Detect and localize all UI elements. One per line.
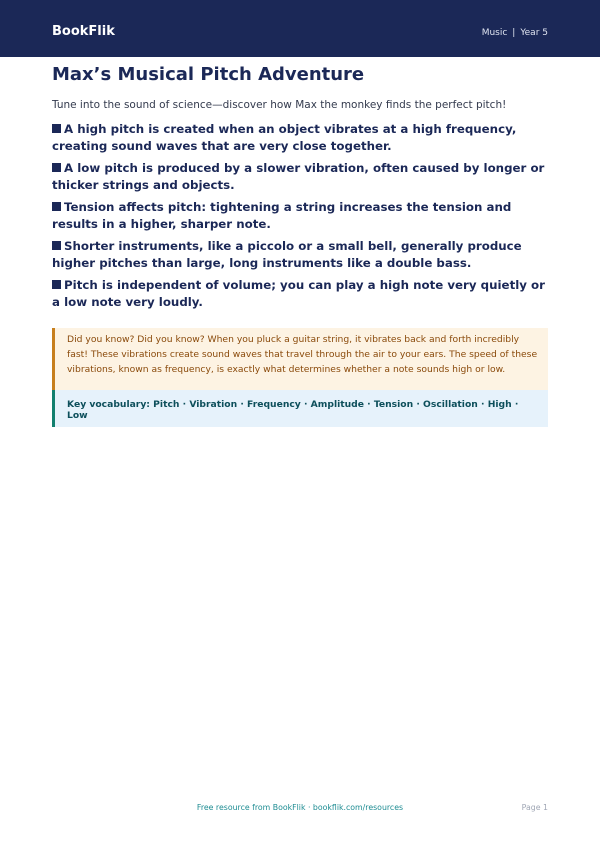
- fact-text: Tension affects pitch: tightening a string increases the tension and results in a higher, sharper note.: [52, 200, 512, 231]
- breadcrumb: [482, 28, 548, 38]
- page-title: Max’s Musical Pitch Adventure: [52, 64, 365, 85]
- square-bullet-icon: [52, 163, 61, 172]
- intro-text: Tune into the sound of science—discover how Max the monkey finds the perfect pitch!: [52, 99, 507, 111]
- square-bullet-icon: [52, 241, 61, 250]
- page-number: Page 1: [521, 803, 548, 812]
- square-bullet-icon: [52, 202, 61, 211]
- fact-text: A low pitch is produced by a slower vibration, often caused by longer or thicker strings and objects.: [52, 161, 545, 192]
- fact-item: [52, 238, 552, 272]
- breadcrumb-separator: |: [512, 28, 516, 38]
- fact-text: Shorter instruments, like a piccolo or a small bell, generally produce higher pitches than large, long instruments like a double bass.: [52, 239, 522, 270]
- year-label: Year 5: [520, 28, 548, 38]
- fact-text: Pitch is independent of volume; you can play a high note very quietly or a low note very loudly.: [52, 278, 545, 309]
- fact-item: [52, 199, 552, 233]
- fact-item: [52, 277, 552, 311]
- did-you-know-box: Did you know? Did you know? When you pluck a guitar string, it vibrates back and forth incredibly fast! These vibrations create sound waves that travel through the air to your ears. The speed of these vibrations, known as frequency, is exactly what determines whether a note sounds high or low.: [52, 328, 548, 390]
- fact-list: [52, 121, 552, 316]
- square-bullet-icon: [52, 280, 61, 289]
- fact-item: [52, 160, 552, 194]
- header-bar: [0, 0, 600, 57]
- brand-logo[interactable]: BookFlik: [52, 24, 115, 39]
- fact-text: A high pitch is created when an object vibrates at a high frequency, creating sound waves that are very close together.: [52, 122, 517, 153]
- fact-item: [52, 121, 552, 155]
- square-bullet-icon: [52, 124, 61, 133]
- key-vocabulary-box: Key vocabulary: Pitch · Vibration · Frequency · Amplitude · Tension · Oscillation · High · Low: [52, 390, 548, 427]
- footer-link[interactable]: Free resource from BookFlik · bookflik.com/resources: [196, 803, 404, 812]
- subject-label: Music: [481, 28, 508, 38]
- callout-box: [52, 328, 548, 427]
